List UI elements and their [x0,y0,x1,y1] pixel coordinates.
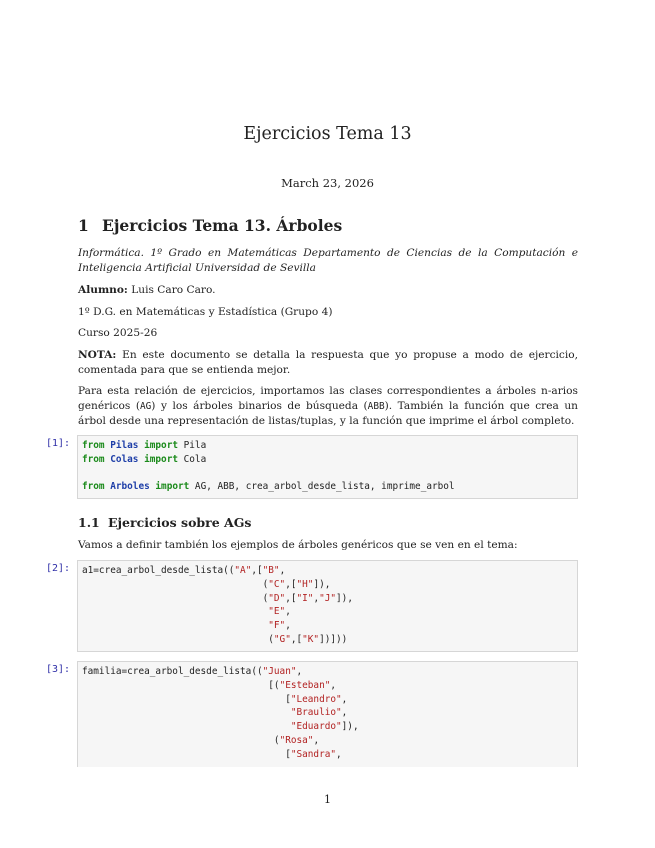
code-text: a1=crea_arbol_desde_lista(( [82,565,235,576]
code-cell-2-source [78,561,577,647]
code-line [82,453,577,467]
code-keyword: from [82,440,105,451]
code-text: , [285,620,291,632]
document-date: March 23, 2026 [281,176,374,190]
code-string: "Sandra" [290,748,336,760]
degree-line: 1º D.G. en Matemáticas y Estadística (Grupo 4) [78,306,333,318]
code-text: ,[ [290,633,303,645]
intro-text-3: ). También la función que crea un árbol desde una representación de listas/tuplas, y la función que imprime el árbol completo. [78,399,578,428]
intro-text-2: ) y los árboles binarios de búsqueda ( [151,399,368,412]
subsection-paragraph: Vamos a definir también los ejemplos de árboles genéricos que se ven en el tema: [78,539,518,551]
course-line: Curso 2025-26 [78,327,158,339]
code-line [82,467,577,481]
code-string: "G" [273,633,291,645]
intro-code-ag: AG [140,400,152,412]
cell-2-prompt: [2]: [46,563,71,574]
code-keyword: import [155,481,190,493]
code-text: [ [82,693,291,705]
cell-3-prompt: [3]: [46,664,71,675]
page-number: 1 [324,793,331,806]
code-text: , [313,734,320,746]
affiliation-text: Informática. 1º Grado en Matemáticas Departamento de Ciencias de la Computación e Inteligencia Artificial Universidad de Sevilla [78,247,578,274]
code-cell-3[interactable] [77,661,578,767]
code-module: Pilas [110,440,139,451]
code-text: , [341,707,348,719]
author-line [78,283,578,298]
code-text: , [296,666,303,677]
code-line [82,619,577,633]
code-line [82,578,577,592]
note-label: NOTA: [78,349,117,361]
code-line [82,706,577,720]
code-line [82,693,577,707]
code-text: , [313,592,320,604]
code-text [82,721,291,732]
section-heading [78,216,342,235]
code-text: ( [82,633,274,645]
code-keyword: from [82,481,105,493]
code-string: "I" [296,592,314,604]
code-string: "F" [268,620,286,632]
subsection-number: 1.1 [78,515,100,530]
code-line [82,480,577,494]
code-text: AG, ABB, crea_arbol_desde_lista, imprime_arbol [189,481,455,493]
code-text: , [341,693,348,705]
code-text: familia=crea_arbol_desde_lista(( [82,666,263,677]
subsection-title: Ejercicios sobre AGs [108,515,252,530]
code-text: , [330,679,337,691]
code-string: "Esteban" [279,679,331,691]
code-line [82,679,577,693]
code-string: "A" [234,565,252,576]
code-module: Colas [110,453,139,465]
intro-text-1: Para esta relación de ejercicios, importamos las clases correspondientes a árboles n-arios genéricos ( [78,385,578,412]
code-module: Arboles [110,481,150,493]
code-string: "C" [268,578,286,590]
code-text: ]), [313,578,331,590]
code-cell-1[interactable] [77,435,578,499]
code-line [82,564,577,578]
code-text: ( [82,734,280,746]
document-title: Ejercicios Tema 13 [243,124,412,144]
code-text: Pila [178,440,207,451]
section-title: Ejercicios Tema 13. Árboles [102,216,343,235]
code-text: Cola [178,453,207,465]
code-string: "K" [302,633,320,645]
code-line [82,605,577,619]
code-cell-3-source [78,662,577,762]
code-line [82,734,577,748]
intro-paragraph [78,384,578,429]
code-text: ,[ [285,578,297,590]
code-string: "Rosa" [279,734,314,746]
code-text: ( [82,578,269,590]
code-keyword: import [144,453,178,465]
code-text [82,707,291,718]
code-string: "E" [268,606,286,618]
author-name: Luis Caro Caro. [131,284,216,296]
code-string: "H" [296,578,314,590]
intro-code-abb: ABB [367,400,385,412]
code-string: "Leandro" [290,693,342,705]
code-line [82,633,577,647]
note-text: En este documento se detalla la respuesta que yo propuse a modo de ejercicio, comentada para que se entienda mejor. [78,349,578,376]
code-string: "Eduardo" [290,721,342,733]
code-line [82,720,577,734]
code-line [82,592,577,606]
code-text: ( [82,592,269,604]
code-text: ]), [336,592,353,604]
code-line [82,439,577,453]
subsection-heading [78,515,251,530]
code-string: "Juan" [262,666,297,677]
code-keyword: from [82,453,105,465]
code-string: "B" [262,565,280,576]
code-text [82,620,268,631]
code-line [82,748,577,762]
note-paragraph [78,348,578,377]
code-text: , [279,565,286,576]
code-text [82,606,268,617]
code-text: ])])) [319,633,348,645]
cell-1-prompt: [1]: [46,438,71,449]
code-string: "J" [319,592,337,604]
code-string: "Braulio" [290,707,342,719]
code-cell-2[interactable] [77,560,578,652]
code-line [82,665,577,679]
code-text: [( [82,679,280,691]
code-keyword: import [144,440,178,451]
code-text: , [336,748,342,760]
code-text: ,[ [285,592,297,604]
code-text: ]), [341,721,359,733]
code-cell-1-source [78,436,577,494]
section-number: 1 [78,216,89,235]
code-text: [ [82,748,291,760]
code-text: ,[ [251,565,263,576]
code-text: , [285,606,291,618]
author-label: Alumno: [78,284,128,296]
code-string: "D" [268,592,286,604]
